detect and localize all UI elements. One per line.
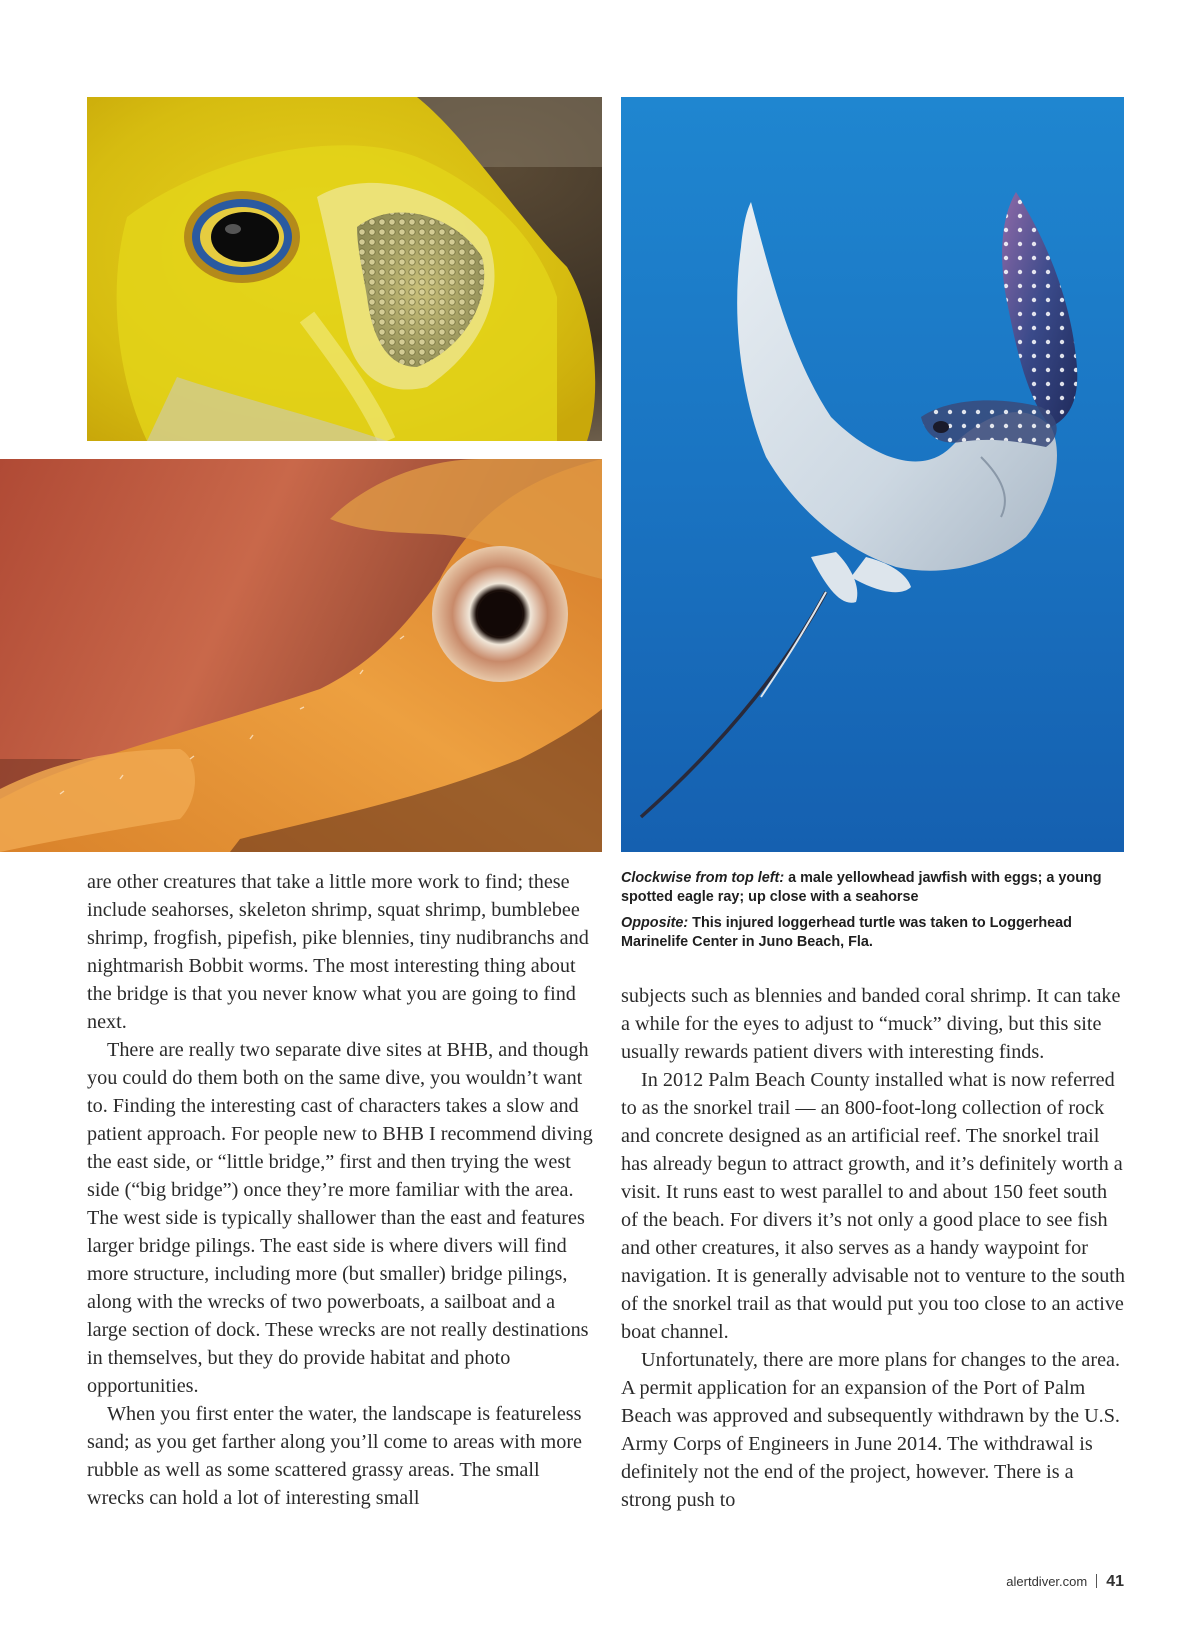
right-text-column <box>621 982 1126 1514</box>
left-paragraph-3: When you first enter the water, the landscape is featureless sand; as you get farther along you’ll come to areas with more rubble as well as some scattered grassy areas. The small wrecks can hold a lot of interesting small <box>87 1403 582 1509</box>
page-footer <box>1006 1573 1124 1591</box>
right-paragraph-2: In 2012 Palm Beach County installed what is now referred to as the snorkel trail — an 800-foot-long collection of rock and concrete designed as an artificial reef. The snorkel trail has already begun to attract growth, and it’s definitely worth a visit. It runs east to west parallel to and about 150 feet south of the beach. For divers it’s not only a good place to see fish and other creatures, it also serves as a handy waypoint for navigation. It is generally advisable not to venture to the south of the snorkel trail as that would put you too close to an active boat channel. <box>621 1069 1126 1343</box>
caption-line-2 <box>621 914 1124 951</box>
seahorse-illustration <box>0 459 602 852</box>
caption-text-1: a male yellowhead jawfish with eggs; a young spotted eagle ray; up close with a seahorse <box>621 870 1102 905</box>
page-number: 41 <box>1106 1573 1124 1590</box>
left-text-column <box>87 868 597 1512</box>
right-paragraph-1: subjects such as blennies and banded coral shrimp. It can take a while for the eyes to adjust to “muck” diving, but this site usually rewards patient divers with interesting finds. <box>621 985 1121 1063</box>
caption-lead-2: Opposite: <box>621 915 689 931</box>
footer-divider <box>1096 1574 1097 1588</box>
left-paragraph-1: are other creatures that take a little more work to find; these include seahorses, skeleton shrimp, squat shrimp, bumblebee shrimp, frogfish, pipefish, pike blennies, tiny nudibranchs and nightmarish Bobbit worms. The most interesting thing about the bridge is that you never know what you are going to find next. <box>87 871 589 1033</box>
photo-caption <box>621 869 1124 959</box>
eagle-ray-photo <box>621 97 1124 852</box>
caption-lead-1: Clockwise from top left: <box>621 870 785 886</box>
caption-text-2: This injured loggerhead turtle was taken to Loggerhead Marinelife Center in Juno Beach, Fla. <box>621 915 1072 950</box>
footer-site: alertdiver.com <box>1006 1574 1088 1589</box>
eagle-ray-illustration <box>621 97 1124 852</box>
seahorse-photo <box>0 459 602 852</box>
right-paragraph-3: Unfortunately, there are more plans for changes to the area. A permit application for an expansion of the Port of Palm Beach was approved and subsequently withdrawn by the U.S. Army Corps of Engineers in June 2014. The withdrawal is definitely not the end of the project, however. There is a strong push to <box>621 1349 1121 1511</box>
jawfish-photo <box>87 97 602 441</box>
jawfish-illustration <box>87 97 602 441</box>
left-paragraph-2: There are really two separate dive sites at BHB, and though you could do them both on the same dive, you wouldn’t want to. Finding the interesting cast of characters takes a slow and patient approach. For people new to BHB I recommend diving the east side, or “little bridge,” first and then trying the west side (“big bridge”) once they’re more familiar with the area. The west side is typically shallower than the east and features larger bridge pilings. The east side is where divers will find more structure, including more (but smaller) bridge pilings, along with the wrecks of two powerboats, a sailboat and a large section of dock. These wrecks are not really destinations in themselves, but they do provide habitat and photo opportunities. <box>87 1039 593 1397</box>
caption-line-1 <box>621 869 1124 906</box>
